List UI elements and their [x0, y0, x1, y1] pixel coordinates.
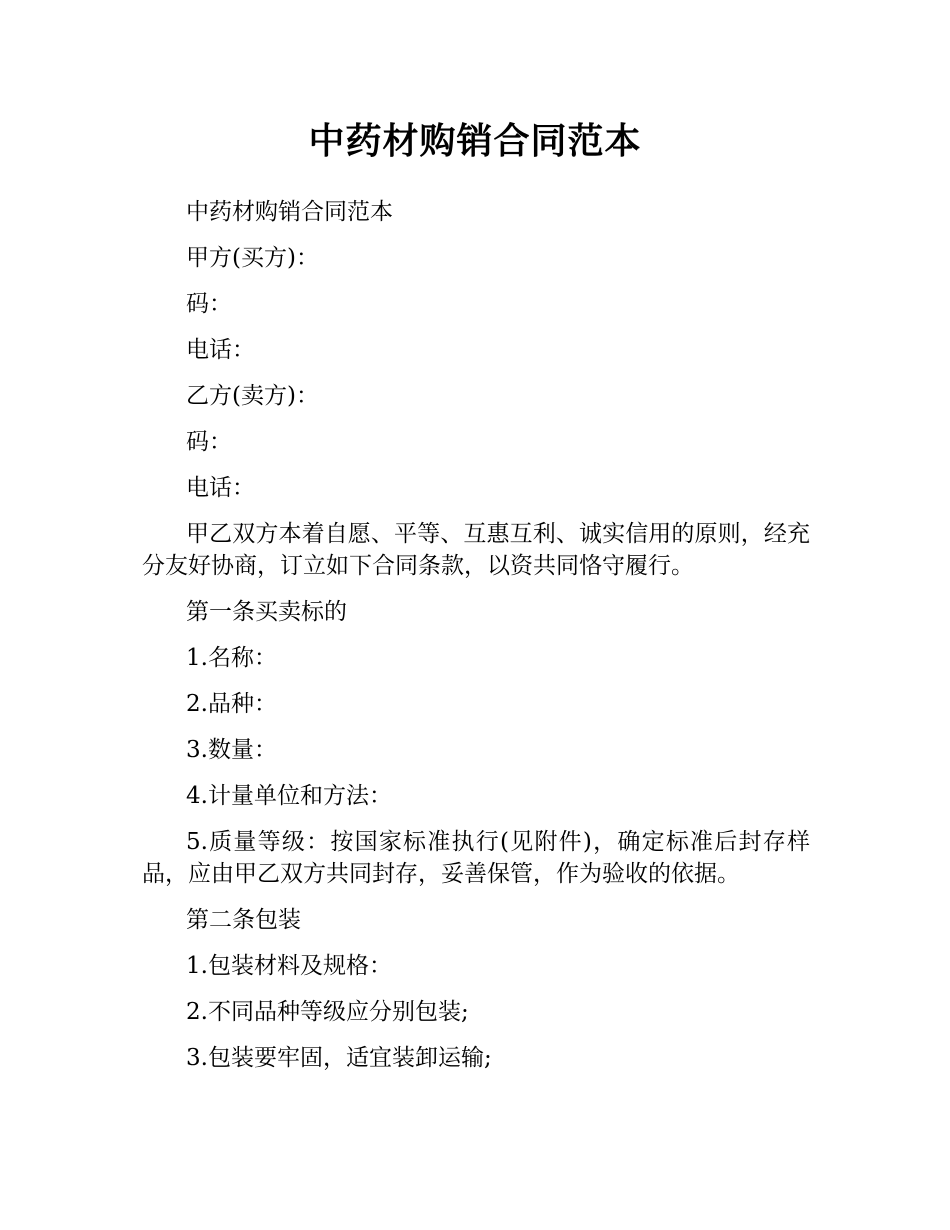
paragraph: 2.品种：: [186, 691, 277, 717]
paragraph: 3.包装要牢固，适宜装卸运输;: [186, 1045, 492, 1071]
paragraph: 1.名称：: [186, 645, 277, 671]
paragraph: 甲乙双方本着自愿、平等、互惠互利、诚实信用的原则，经充分友好协商，订立如下合同条款，以资共同恪守履行。: [142, 521, 810, 579]
paragraph: 4.计量单位和方法：: [186, 783, 392, 809]
paragraph: 2.不同品种等级应分别包装;: [186, 999, 469, 1025]
paragraph: 电话：: [186, 337, 255, 363]
paragraph: 1.包装材料及规格：: [186, 953, 392, 979]
paragraph: 5.质量等级：按国家标准执行(见附件)，确定标准后封存样品，应由甲乙双方共同封存，妥善保管，作为验收的依据。: [142, 829, 810, 887]
paragraph: 中药材购销合同范本: [186, 199, 393, 225]
section-heading: 第二条包装: [186, 907, 301, 933]
document-body: [142, 196, 810, 1088]
paragraph: 电话：: [186, 475, 255, 501]
paragraph: 3.数量：: [186, 737, 277, 763]
paragraph: 乙方(卖方)：: [186, 383, 319, 409]
section-heading: 第一条买卖标的: [186, 599, 347, 625]
document-title: 中药材购销合同范本: [308, 121, 642, 162]
paragraph: 码：: [186, 291, 232, 317]
paragraph: 甲方(买方)：: [186, 245, 319, 271]
paragraph: 码：: [186, 429, 232, 455]
